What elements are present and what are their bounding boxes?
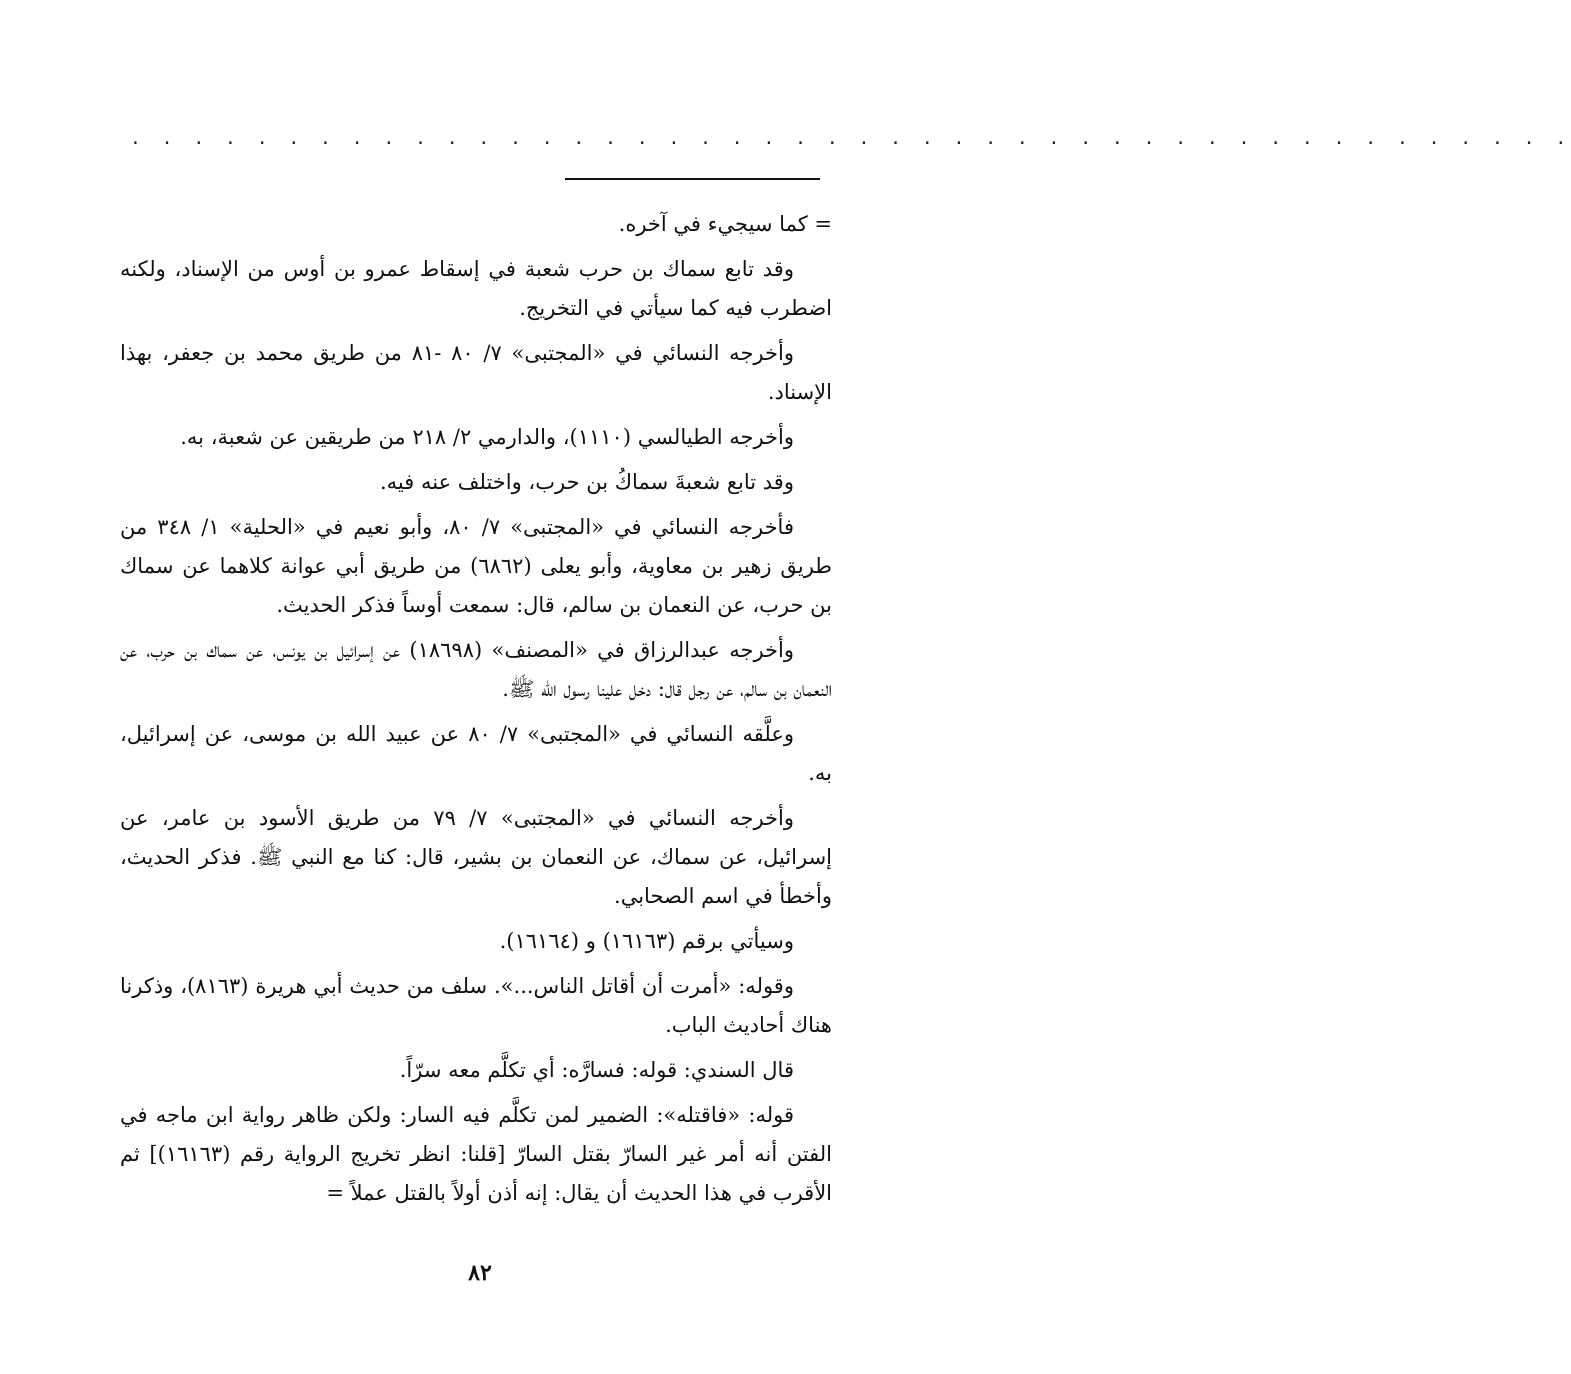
paragraph: وأخرجه النسائي في «المجتبى» ٧/ ٧٩ من طريق الأسود بن عامر، عن إسرائيل، عن سماك، عن النعمان بن بشير، قال: كنا مع النبي ﷺ. فذكر الحديث، وأخطأ في اسم الصحابي. [120, 806, 832, 908]
paragraph: قال السندي: قوله: فسارَّه: أي تكلَّم معه سرّاً. [399, 1058, 794, 1082]
paragraph: وأخرجه الطيالسي (١١١٠)، والدارمي ٢/ ٢١٨ من طريقين عن شعبة، به. [180, 425, 794, 449]
paragraph: وأخرجه عبدالرزاق في «المصنف» (١٨٦٩٨) عن إسرائيل بن يونس، عن سماك بن حرب، عن النعمان بن سالم، عن رجل قال: دخل علينا رسول الله ﷺ. [120, 638, 832, 701]
paragraph: وأخرجه النسائي في «المجتبى» ٧/ ٨٠ -٨١ من طريق محمد بن جعفر، بهذا الإسناد. [120, 341, 832, 404]
paragraph: وعلَّقه النسائي في «المجتبى» ٧/ ٨٠ عن عبيد الله بن موسى، عن إسرائيل، به. [120, 722, 832, 785]
paragraph: فأخرجه النسائي في «المجتبى» ٧/ ٨٠، وأبو نعيم في «الحلية» ١/ ٣٤٨ من طريق زهير بن معاوية، وأبو يعلى (٦٨٦٢) من طريق أبي عوانة كلاهما عن سماك بن حرب، عن النعمان بن سالم، قال: سمعت أوساً فذكر الحديث. [120, 515, 832, 617]
paragraph: وقد تابع شعبةَ سماكُ بن حرب، واختلف عنه فيه. [379, 470, 794, 494]
paragraph: وقوله: «أمرت أن أقاتل الناس...». سلف من حديث أبي هريرة (٨١٦٣)، وذكرنا هناك أحاديث الباب. [120, 974, 832, 1037]
footnote-text [120, 205, 832, 1219]
paragraph: وسيأتي برقم (١٦١٦٣) و (١٦١٦٤). [499, 929, 794, 953]
paragraph: وقد تابع سماك بن حرب شعبة في إسقاط عمرو بن أوس من الإسناد، ولكنه اضطرب فيه كما سيأتي في التخريج. [120, 257, 832, 320]
page-number: ٨٢ [468, 1260, 492, 1286]
footnote-rule [565, 178, 820, 180]
paragraph: = كما سيجيء في آخره. [618, 212, 832, 236]
paragraph: قوله: «فاقتله»: الضمير لمن تكلَّم فيه السار: ولكن ظاهر رواية ابن ماجه في الفتن أنه أمر غير السارّ بقتل السارّ [قلنا: انظر تخريج الرواية رقم (١٦١٦٣)] ثم الأقرب في هذا الحديث أن يقال: إنه أذن أولاً بالقتل عملاً = [120, 1103, 832, 1205]
footnote-separator-dots: . . . . . . . . . . . . . . . . . . . . . . . . . . . . . . . . . . . . . . . . . . . . . . [130, 128, 1571, 149]
